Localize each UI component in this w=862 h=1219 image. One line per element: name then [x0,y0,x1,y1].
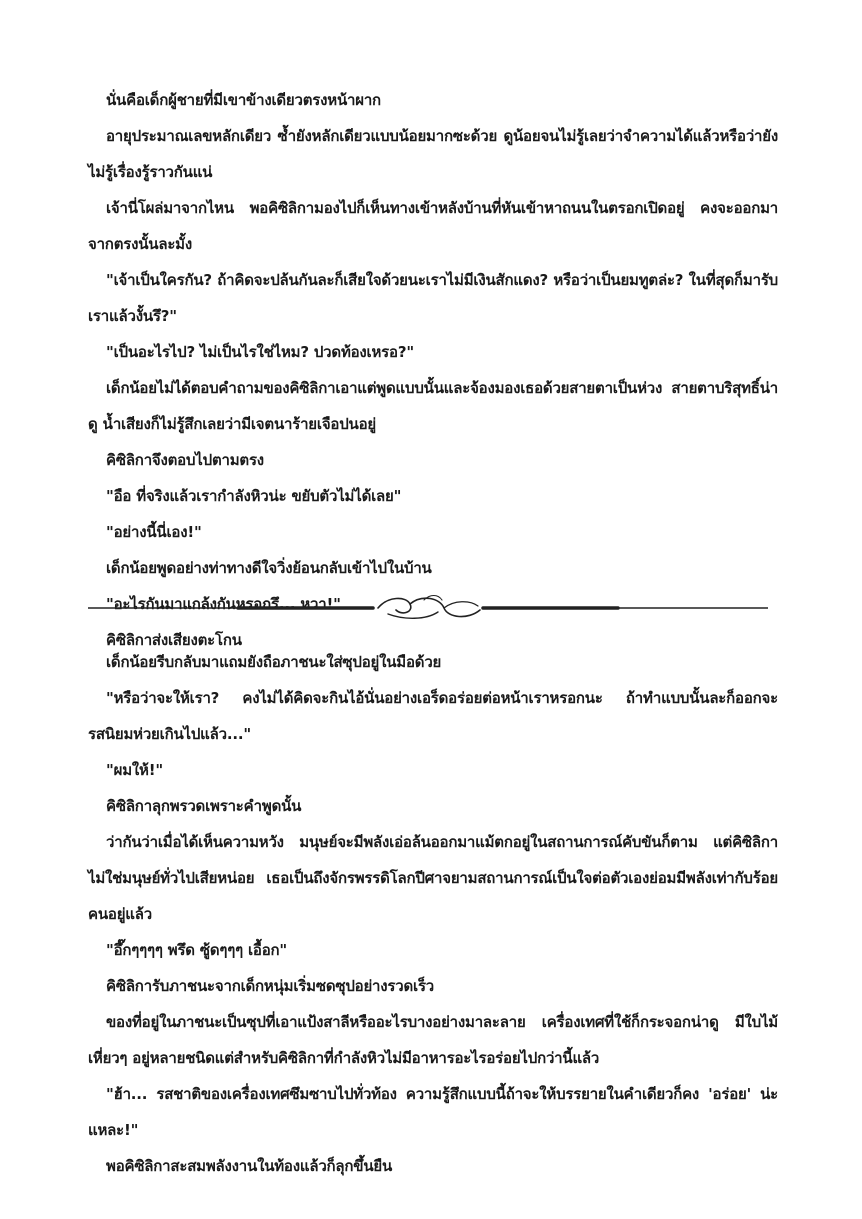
paragraph: "อะไรกันมาแกล้งกันหรอกรึ... หวา!" [106,595,341,613]
paragraph: "หรือว่าจะให้เรา? คงไม่ได้คิดจะกินไอ้นั่นอย่างเอร็ดอร่อยต่อหน้าเราหรอกนะ ถ้าทำแบบนั้นละก็ออกจะรสนิยมห่วยเกินไปแล้ว..." [88,689,778,743]
paragraph: "ผมให้!" [106,761,163,779]
paragraph: "อย่างนี้นี่เอง!" [106,523,202,541]
paragraph: อายุประมาณเลขหลักเดียว ซ้ำยังหลักเดียวแบบน้อยมากซะด้วย ดูน้อยจนไม่รู้เลยว่าจำความได้แล้วหรือว่ายังไม่รู้เรื่องรู้ราวกันแน่ [88,127,778,181]
paragraph: ของที่อยู่ในภาชนะเป็นซุปที่เอาแป้งสาลีหรืออะไรบางอย่างมาละลาย เครื่องเทศที่ใช้ก็กระจอกน่าดู มีใบไม้เหี่ยวๆ อยู่หลายชนิดแต่สำหรับคิซิลิกาที่กำลังหิวไม่มีอาหารอะไรอร่อยไปกว่านี้แล้ว [88,1013,778,1067]
paragraph: "เป็นอะไรไป? ไม่เป็นไรใช่ไหม? ปวดท้องเหรอ?" [106,343,414,361]
section-one-text [88,82,778,658]
paragraph: เด็กน้อยไม่ได้ตอบคำถามของคิซิลิกาเอาแต่พูดแบบนั้นและจ้องมองเธอด้วยสายตาเป็นห่วง สายตาบริสุทธิ์น่าดู น้ำเสียงก็ไม่รู้สึกเลยว่ามีเจตนาร้ายเจือปนอยู่ [88,379,778,433]
paragraph: คิซิลิกาลุกพรวดเพราะคำพูดนั้น [106,797,302,815]
paragraph: "เจ้าเป็นใครกัน? ถ้าคิดจะปล้นกันละก็เสียใจด้วยนะเราไม่มีเงินสักแดง? หรือว่าเป็นยมทูตล่ะ? ในที่สุดก็มารับเราแล้วงั้นรึ?" [88,271,778,325]
section-two-text [88,644,778,1184]
paragraph: พอคิซิลิกาสะสมพลังงานในท้องแล้วก็ลุกขึ้นยืน [106,1157,393,1175]
paragraph: นั่นคือเด็กผู้ชายที่มีเขาข้างเดียวตรงหน้าผาก [106,91,381,109]
paragraph: "ฮ้า... รสชาติของเครื่องเทศซึมซาบไปทั่วท้อง ความรู้สึกแบบนี้ถ้าจะให้บรรยายในคำเดียวก็คง 'อร่อย' น่ะแหละ!" [88,1085,778,1139]
paragraph: เด็กน้อยรีบกลับมาแถมยังถือภาชนะใส่ซุปอยู่ในมือด้วย [106,653,442,671]
paragraph: ว่ากันว่าเมื่อได้เห็นความหวัง มนุษย์จะมีพลังเอ่อล้นออกมาแม้ตกอยู่ในสถานการณ์คับขันก็ตาม แต่คิซิลิกาไม่ใช่มนุษย์ทั่วไปเสียหน่อย เธอเป็นถึงจักรพรรดิโลกปีศาจยามสถานการณ์เป็นใจต่อตัวเองย่อมมีพลังเท่ากับร้อยคนอยู่แล้ว [88,833,778,923]
paragraph: "อึ๊กๆๆๆๆ พรึด ซู้ดๆๆๆ เอื้อก" [106,941,288,959]
flourish-divider-icon [88,590,768,626]
paragraph: เจ้านี่โผล่มาจากไหน พอคิซิลิกามองไปก็เห็นทางเข้าหลังบ้านที่หันเข้าหาถนนในตรอกเปิดอยู่ คงจะออกมาจากตรงนั้นละมั้ง [88,199,778,253]
paragraph: "อือ ที่จริงแล้วเรากำลังหิวน่ะ ขยับตัวไม่ได้เลย" [106,487,402,505]
paragraph: คิซิลิกาจึงตอบไปตามตรง [106,451,264,469]
paragraph: คิซิลิการับภาชนะจากเด็กหนุ่มเริ่มซดซุปอย่างรวดเร็ว [106,977,435,995]
paragraph: คิซิลิกาส่งเสียงตะโกน [106,631,242,649]
paragraph: เด็กน้อยพูดอย่างท่าทางดีใจวิ่งย้อนกลับเข้าไปในบ้าน [106,559,432,577]
